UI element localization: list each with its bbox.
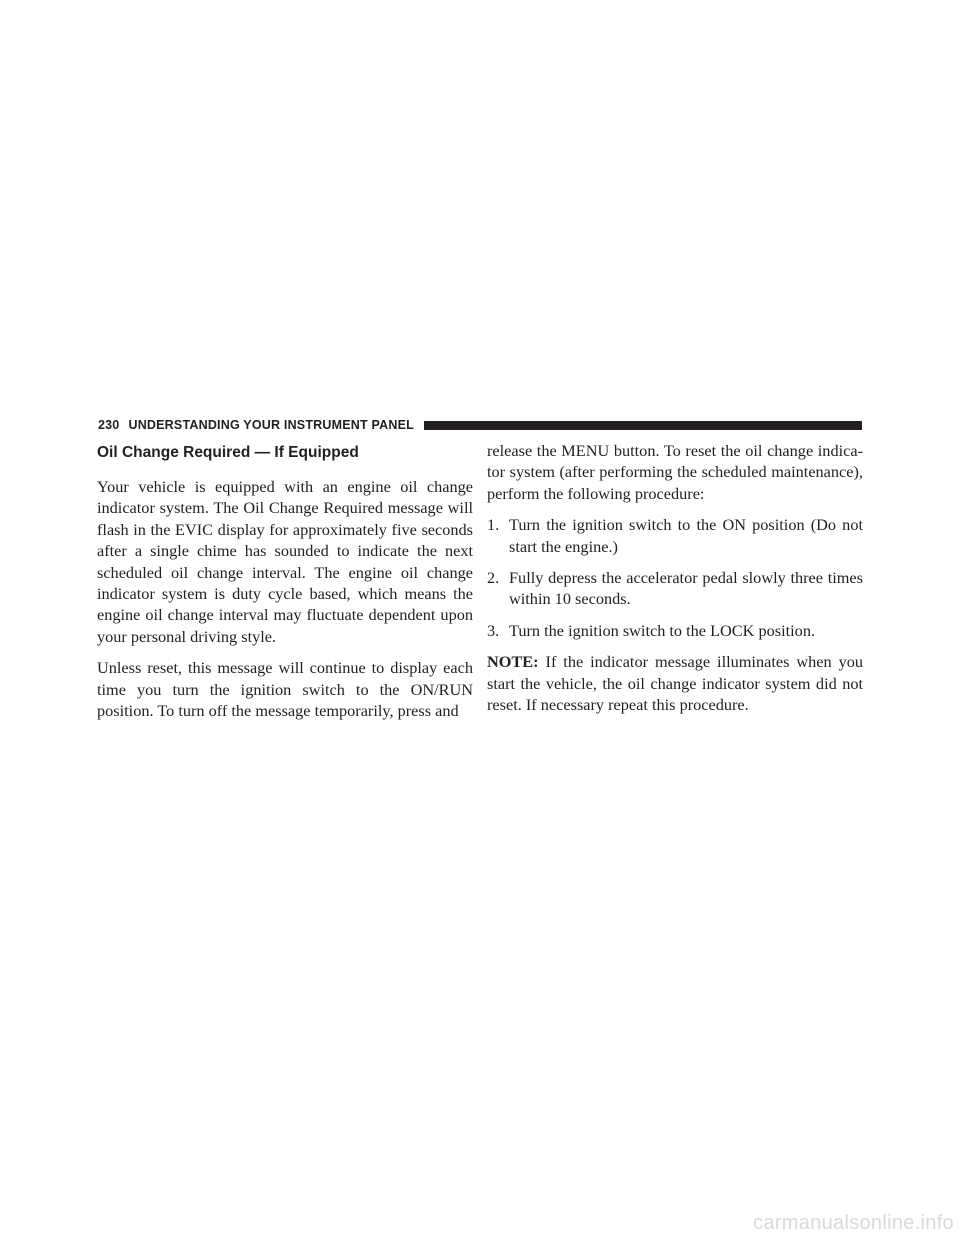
body-paragraph: Your vehicle is equipped with an engine oil change indicator system. The Oil Change Required message will flash in the EVIC display for approximately five seconds after a single chime has sounded to indicate the next scheduled oil change interval. The engine oil change indicator system is duty cycle based, which means the engine oil change interval may fluctuate dependent upon your personal driving style. — [97, 477, 473, 646]
page-header — [98, 417, 862, 433]
step-text: Turn the ignition switch to the ON position (Do not start the engine.) — [509, 515, 863, 556]
section-heading: Oil Change Required — If Equipped — [97, 444, 359, 461]
procedure-step — [487, 567, 863, 610]
continued-paragraph: release the MENU button. To reset the oil change indica-tor system (after performing the scheduled maintenance), perform the following procedure: — [487, 441, 863, 503]
left-column — [97, 440, 473, 731]
step-number: 1. — [487, 515, 500, 535]
page-number: 230 — [98, 418, 120, 432]
step-number: 3. — [487, 620, 500, 640]
step-number: 2. — [487, 568, 500, 588]
watermark: carmanualsonline.info — [753, 1212, 954, 1234]
note-paragraph — [487, 651, 863, 715]
procedure-step — [487, 620, 863, 641]
body-paragraph: Unless reset, this message will continue to display each time you turn the ignition switch to the ON/RUN position. To turn off the message temporarily, press and — [97, 658, 473, 721]
step-text: Fully depress the accelerator pedal slowly three times within 10 seconds. — [509, 568, 863, 609]
header-rule — [424, 421, 862, 430]
note-label: NOTE: — [487, 652, 539, 672]
note-text: If the indicator message illuminates when you start the vehicle, the oil change indicator system did not reset. If necessary repeat this procedure. — [487, 652, 863, 715]
right-column — [487, 440, 863, 725]
section-title: UNDERSTANDING YOUR INSTRUMENT PANEL — [128, 418, 414, 432]
procedure-step — [487, 514, 863, 557]
step-text: Turn the ignition switch to the LOCK position. — [509, 620, 816, 640]
